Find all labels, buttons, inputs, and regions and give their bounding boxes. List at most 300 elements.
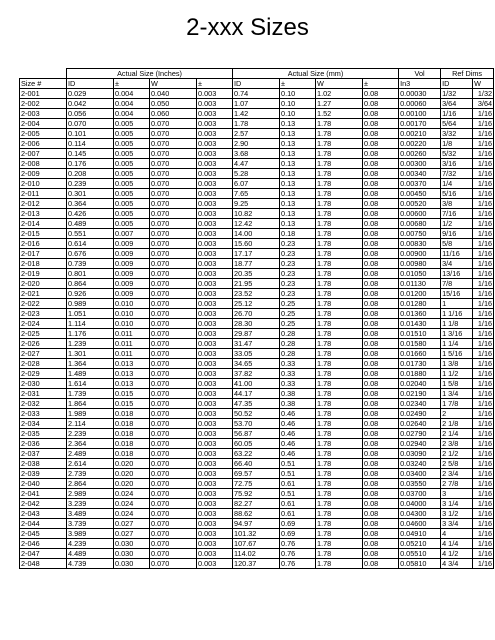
table-cell-ref-w: 1/16 (473, 509, 494, 519)
table-cell-tol-w-mm: 0.08 (363, 259, 399, 269)
table-cell-w-in: 0.060 (150, 109, 197, 119)
table-row (20, 159, 494, 169)
table-cell-ref-w: 1/16 (473, 139, 494, 149)
table-cell-id-mm: 18.77 (233, 259, 280, 269)
table-cell-size: 2-033 (20, 409, 67, 419)
table-cell-w-in: 0.070 (150, 269, 197, 279)
table-cell-id-in: 1.864 (67, 399, 114, 409)
table-cell-tol-w-mm: 0.08 (363, 149, 399, 159)
table-cell-id-in: 0.239 (67, 179, 114, 189)
table-cell-tol-w-mm: 0.08 (363, 499, 399, 509)
table-cell-id-mm: 37.82 (233, 369, 280, 379)
table-cell-tol-w-mm: 0.08 (363, 179, 399, 189)
table-cell-tol-id-mm: 0.13 (280, 119, 316, 129)
table-cell-tol-id-mm: 0.13 (280, 149, 316, 159)
table-row (20, 179, 494, 189)
table-cell-w-in: 0.070 (150, 519, 197, 529)
table-cell-w-mm: 1.78 (316, 499, 363, 509)
table-cell-tol-w-in: 0.003 (197, 149, 233, 159)
table-cell-tol-id-in: 0.010 (114, 299, 150, 309)
table-cell-size: 2-019 (20, 269, 67, 279)
table-cell-w-in: 0.070 (150, 489, 197, 499)
table-cell-tol-w-mm: 0.08 (363, 529, 399, 539)
table-cell-tol-id-mm: 0.23 (280, 249, 316, 259)
table-cell-tol-w-mm: 0.08 (363, 479, 399, 489)
table-cell-w-mm: 1.78 (316, 449, 363, 459)
table-cell-size: 2-022 (20, 299, 67, 309)
table-cell-vol-in3: 0.01360 (399, 309, 441, 319)
table-cell-tol-id-mm: 0.51 (280, 469, 316, 479)
table-cell-id-in: 3.489 (67, 509, 114, 519)
table-row (20, 559, 494, 569)
table-cell-tol-w-mm: 0.08 (363, 519, 399, 529)
table-cell-tol-id-in: 0.011 (114, 349, 150, 359)
table-cell-size: 2-008 (20, 159, 67, 169)
table-cell-w-in: 0.070 (150, 349, 197, 359)
table-cell-tol-id-mm: 0.28 (280, 349, 316, 359)
table-cell-tol-w-mm: 0.08 (363, 489, 399, 499)
table-cell-id-in: 1.301 (67, 349, 114, 359)
table-cell-size: 2-004 (20, 119, 67, 129)
table-cell-tol-w-mm: 0.08 (363, 119, 399, 129)
table-cell-id-in: 2.989 (67, 489, 114, 499)
table-row (20, 89, 494, 99)
group-header-mm: Actual Size (mm) (233, 69, 399, 79)
column-header-ref-w: W (473, 79, 494, 89)
table-cell-tol-id-mm: 0.13 (280, 179, 316, 189)
table-cell-w-mm: 1.78 (316, 159, 363, 169)
table-cell-ref-w: 1/16 (473, 449, 494, 459)
table-cell-size: 2-012 (20, 199, 67, 209)
table-cell-tol-id-mm: 0.23 (280, 279, 316, 289)
table-cell-tol-id-mm: 0.51 (280, 459, 316, 469)
table-cell-size: 2-038 (20, 459, 67, 469)
group-header-row (20, 69, 494, 79)
table-cell-tol-w-in: 0.003 (197, 119, 233, 129)
table-cell-size: 2-025 (20, 329, 67, 339)
table-cell-vol-in3: 0.01280 (399, 299, 441, 309)
table-row (20, 329, 494, 339)
table-cell-id-in: 2.489 (67, 449, 114, 459)
table-cell-w-in: 0.070 (150, 159, 197, 169)
table-cell-ref-id: 2 (441, 409, 473, 419)
table-cell-id-mm: 44.17 (233, 389, 280, 399)
table-cell-tol-w-mm: 0.08 (363, 439, 399, 449)
table-cell-w-in: 0.070 (150, 459, 197, 469)
table-cell-id-in: 3.989 (67, 529, 114, 539)
table-row (20, 419, 494, 429)
table-cell-id-in: 1.239 (67, 339, 114, 349)
table-cell-tol-w-in: 0.003 (197, 289, 233, 299)
page-title: 2-xxx Sizes (186, 14, 309, 41)
table-row (20, 429, 494, 439)
table-row (20, 509, 494, 519)
table-cell-w-mm: 1.78 (316, 429, 363, 439)
table-cell-id-in: 2.614 (67, 459, 114, 469)
table-cell-ref-w: 1/16 (473, 179, 494, 189)
table-cell-vol-in3: 0.03090 (399, 449, 441, 459)
table-cell-w-mm: 1.78 (316, 369, 363, 379)
table-cell-size: 2-041 (20, 489, 67, 499)
table-cell-vol-in3: 0.02190 (399, 389, 441, 399)
table-cell-tol-id-mm: 0.25 (280, 309, 316, 319)
table-cell-size: 2-045 (20, 529, 67, 539)
table-cell-tol-id-in: 0.018 (114, 449, 150, 459)
table-cell-w-in: 0.070 (150, 429, 197, 439)
table-cell-w-in: 0.070 (150, 169, 197, 179)
table-cell-id-in: 1.739 (67, 389, 114, 399)
table-cell-ref-id: 5/64 (441, 119, 473, 129)
table-cell-vol-in3: 0.00600 (399, 209, 441, 219)
table-cell-tol-w-mm: 0.08 (363, 429, 399, 439)
table-cell-id-in: 3.239 (67, 499, 114, 509)
table-cell-tol-id-mm: 0.46 (280, 409, 316, 419)
table-cell-w-mm: 1.78 (316, 319, 363, 329)
table-cell-w-mm: 1.78 (316, 249, 363, 259)
table-cell-tol-w-in: 0.003 (197, 219, 233, 229)
column-header-size: Size # (20, 79, 67, 89)
table-cell-id-in: 1.614 (67, 379, 114, 389)
table-cell-size: 2-048 (20, 559, 67, 569)
table-cell-tol-w-in: 0.003 (197, 129, 233, 139)
table-cell-size: 2-023 (20, 309, 67, 319)
table-cell-id-in: 4.489 (67, 549, 114, 559)
table-row (20, 209, 494, 219)
table-cell-ref-w: 1/32 (473, 89, 494, 99)
table-cell-tol-id-mm: 0.28 (280, 339, 316, 349)
table-cell-ref-id: 1/16 (441, 109, 473, 119)
table-cell-vol-in3: 0.04910 (399, 529, 441, 539)
table-cell-vol-in3: 0.00340 (399, 169, 441, 179)
table-cell-id-mm: 10.82 (233, 209, 280, 219)
column-header-ref-id: ID (441, 79, 473, 89)
table-cell-tol-id-in: 0.030 (114, 539, 150, 549)
table-cell-tol-id-mm: 0.13 (280, 159, 316, 169)
table-cell-tol-w-in: 0.003 (197, 449, 233, 459)
table-cell-tol-id-in: 0.005 (114, 209, 150, 219)
table-cell-ref-id: 2 3/4 (441, 469, 473, 479)
table-cell-id-mm: 31.47 (233, 339, 280, 349)
table-cell-tol-w-in: 0.003 (197, 369, 233, 379)
table-cell-tol-id-in: 0.005 (114, 159, 150, 169)
table-cell-tol-id-in: 0.005 (114, 199, 150, 209)
table-row (20, 539, 494, 549)
table-cell-tol-id-in: 0.013 (114, 369, 150, 379)
table-cell-vol-in3: 0.00830 (399, 239, 441, 249)
table-cell-tol-id-in: 0.020 (114, 469, 150, 479)
table-cell-ref-w: 1/16 (473, 329, 494, 339)
table-row (20, 369, 494, 379)
table-cell-vol-in3: 0.02940 (399, 439, 441, 449)
table-cell-ref-id: 3 1/2 (441, 509, 473, 519)
table-cell-ref-w: 1/16 (473, 259, 494, 269)
table-cell-ref-id: 1 (441, 299, 473, 309)
table-cell-id-in: 2.364 (67, 439, 114, 449)
table-cell-w-in: 0.070 (150, 379, 197, 389)
table-cell-ref-w: 1/16 (473, 529, 494, 539)
table-cell-tol-id-in: 0.005 (114, 169, 150, 179)
table-cell-id-mm: 66.40 (233, 459, 280, 469)
table-cell-id-mm: 12.42 (233, 219, 280, 229)
table-cell-w-in: 0.070 (150, 229, 197, 239)
table-cell-ref-id: 4 1/2 (441, 549, 473, 559)
table-cell-id-in: 2.864 (67, 479, 114, 489)
table-cell-tol-w-mm: 0.08 (363, 299, 399, 309)
table-cell-ref-id: 5/8 (441, 239, 473, 249)
table-row (20, 449, 494, 459)
table-cell-id-in: 0.801 (67, 269, 114, 279)
table-cell-ref-w: 1/16 (473, 239, 494, 249)
table-cell-vol-in3: 0.00170 (399, 119, 441, 129)
table-cell-tol-w-mm: 0.08 (363, 129, 399, 139)
table-row (20, 439, 494, 449)
column-header-vol-in3: In3 (399, 79, 441, 89)
table-cell-tol-w-in: 0.003 (197, 239, 233, 249)
table-cell-size: 2-015 (20, 229, 67, 239)
table-cell-ref-w: 1/16 (473, 409, 494, 419)
table-cell-ref-w: 1/16 (473, 369, 494, 379)
table-cell-id-mm: 94.97 (233, 519, 280, 529)
table-cell-tol-w-in: 0.003 (197, 399, 233, 409)
table-cell-size: 2-042 (20, 499, 67, 509)
table-cell-w-in: 0.070 (150, 239, 197, 249)
table-cell-tol-id-in: 0.005 (114, 179, 150, 189)
table-row (20, 319, 494, 329)
table-cell-id-mm: 114.02 (233, 549, 280, 559)
table-cell-tol-w-mm: 0.08 (363, 139, 399, 149)
table-cell-w-mm: 1.78 (316, 419, 363, 429)
table-cell-id-in: 1.989 (67, 409, 114, 419)
table-cell-w-mm: 1.78 (316, 359, 363, 369)
table-cell-tol-id-in: 0.024 (114, 509, 150, 519)
table-cell-tol-id-mm: 0.10 (280, 89, 316, 99)
table-cell-id-in: 0.676 (67, 249, 114, 259)
table-cell-id-in: 0.551 (67, 229, 114, 239)
table-cell-id-in: 0.029 (67, 89, 114, 99)
table-cell-w-mm: 1.78 (316, 279, 363, 289)
table-cell-ref-w: 1/16 (473, 459, 494, 469)
table-cell-ref-id: 2 1/4 (441, 429, 473, 439)
table-cell-tol-id-in: 0.010 (114, 319, 150, 329)
table-cell-tol-w-in: 0.003 (197, 359, 233, 369)
table-cell-tol-id-in: 0.024 (114, 499, 150, 509)
table-cell-ref-id: 7/32 (441, 169, 473, 179)
table-cell-tol-id-in: 0.015 (114, 389, 150, 399)
table-cell-tol-w-in: 0.003 (197, 199, 233, 209)
table-cell-w-in: 0.070 (150, 389, 197, 399)
table-cell-id-in: 4.239 (67, 539, 114, 549)
table-cell-w-in: 0.070 (150, 179, 197, 189)
table-cell-id-mm: 53.70 (233, 419, 280, 429)
table-cell-size: 2-011 (20, 189, 67, 199)
table-cell-ref-id: 3 3/4 (441, 519, 473, 529)
table-cell-tol-w-mm: 0.08 (363, 349, 399, 359)
table-cell-vol-in3: 0.01200 (399, 289, 441, 299)
table-row (20, 379, 494, 389)
table-row (20, 229, 494, 239)
table-cell-id-mm: 1.07 (233, 99, 280, 109)
table-row (20, 119, 494, 129)
table-cell-ref-id: 2 1/8 (441, 419, 473, 429)
table-cell-id-in: 1.051 (67, 309, 114, 319)
table-cell-tol-w-mm: 0.08 (363, 239, 399, 249)
table-cell-id-mm: 4.47 (233, 159, 280, 169)
table-cell-vol-in3: 0.01730 (399, 359, 441, 369)
table-cell-tol-w-mm: 0.08 (363, 279, 399, 289)
table-cell-tol-w-mm: 0.08 (363, 459, 399, 469)
table-cell-w-mm: 1.78 (316, 339, 363, 349)
table-cell-tol-id-in: 0.011 (114, 329, 150, 339)
table-cell-id-mm: 72.75 (233, 479, 280, 489)
table-cell-tol-w-mm: 0.08 (363, 389, 399, 399)
table-cell-vol-in3: 0.05510 (399, 549, 441, 559)
table-cell-ref-id: 2 7/8 (441, 479, 473, 489)
table-cell-w-in: 0.070 (150, 539, 197, 549)
column-header-tol-w-mm: ± (363, 79, 399, 89)
table-row (20, 169, 494, 179)
table-cell-ref-id: 9/16 (441, 229, 473, 239)
table-cell-ref-id: 1 1/2 (441, 369, 473, 379)
table-cell-tol-w-mm: 0.08 (363, 109, 399, 119)
table-cell-id-mm: 9.25 (233, 199, 280, 209)
table-cell-tol-w-mm: 0.08 (363, 509, 399, 519)
table-cell-w-in: 0.070 (150, 259, 197, 269)
table-cell-vol-in3: 0.00450 (399, 189, 441, 199)
table-cell-id-mm: 25.12 (233, 299, 280, 309)
table-cell-tol-w-mm: 0.08 (363, 209, 399, 219)
table-cell-w-in: 0.070 (150, 149, 197, 159)
table-cell-tol-w-in: 0.003 (197, 379, 233, 389)
table-cell-w-in: 0.070 (150, 129, 197, 139)
table-cell-tol-id-in: 0.004 (114, 109, 150, 119)
table-cell-w-in: 0.070 (150, 209, 197, 219)
table-cell-tol-id-mm: 0.46 (280, 439, 316, 449)
table-cell-ref-id: 11/16 (441, 249, 473, 259)
table-cell-tol-w-in: 0.003 (197, 479, 233, 489)
table-cell-w-in: 0.070 (150, 189, 197, 199)
table-cell-size: 2-035 (20, 429, 67, 439)
table-cell-w-mm: 1.78 (316, 299, 363, 309)
table-cell-tol-id-mm: 0.46 (280, 429, 316, 439)
table-cell-ref-w: 1/16 (473, 539, 494, 549)
table-cell-id-mm: 34.65 (233, 359, 280, 369)
table-cell-w-mm: 1.78 (316, 549, 363, 559)
table-cell-ref-w: 1/16 (473, 399, 494, 409)
table-cell-tol-w-mm: 0.08 (363, 559, 399, 569)
table-row (20, 469, 494, 479)
table-cell-tol-id-mm: 0.46 (280, 449, 316, 459)
table-cell-id-mm: 26.70 (233, 309, 280, 319)
table-cell-tol-w-in: 0.003 (197, 339, 233, 349)
table-cell-tol-id-in: 0.020 (114, 479, 150, 489)
table-cell-id-mm: 75.92 (233, 489, 280, 499)
table-cell-ref-id: 1/32 (441, 89, 473, 99)
table-cell-w-mm: 1.78 (316, 309, 363, 319)
table-cell-w-mm: 1.78 (316, 539, 363, 549)
table-cell-vol-in3: 0.00030 (399, 89, 441, 99)
table-cell-tol-id-mm: 0.13 (280, 129, 316, 139)
table-cell-tol-w-in: 0.003 (197, 319, 233, 329)
table-row (20, 99, 494, 109)
table-cell-tol-w-in: 0.003 (197, 309, 233, 319)
table-cell-id-in: 0.208 (67, 169, 114, 179)
table-cell-tol-w-in: 0.003 (197, 229, 233, 239)
table-cell-id-in: 3.739 (67, 519, 114, 529)
table-cell-tol-id-in: 0.020 (114, 459, 150, 469)
table-cell-w-in: 0.070 (150, 419, 197, 429)
table-cell-tol-w-in: 0.003 (197, 259, 233, 269)
table-cell-w-mm: 1.78 (316, 139, 363, 149)
table-cell-size: 2-028 (20, 359, 67, 369)
table-cell-w-in: 0.050 (150, 99, 197, 109)
table-cell-ref-id: 4 (441, 529, 473, 539)
table-row (20, 349, 494, 359)
table-cell-w-mm: 1.78 (316, 169, 363, 179)
table-cell-id-in: 0.070 (67, 119, 114, 129)
table-cell-w-in: 0.040 (150, 89, 197, 99)
table-cell-tol-w-in: 0.003 (197, 299, 233, 309)
table-cell-w-mm: 1.78 (316, 529, 363, 539)
table-cell-vol-in3: 0.01880 (399, 369, 441, 379)
table-cell-vol-in3: 0.00520 (399, 199, 441, 209)
table-cell-ref-w: 1/16 (473, 389, 494, 399)
group-header-vol: Vol (399, 69, 441, 79)
table-cell-tol-w-in: 0.003 (197, 349, 233, 359)
table-cell-tol-id-mm: 0.46 (280, 419, 316, 429)
table-cell-tol-w-mm: 0.08 (363, 329, 399, 339)
table-cell-w-mm: 1.78 (316, 519, 363, 529)
table-cell-tol-id-mm: 0.18 (280, 229, 316, 239)
table-cell-tol-w-in: 0.003 (197, 249, 233, 259)
table-cell-ref-w: 1/16 (473, 269, 494, 279)
table-cell-ref-id: 7/16 (441, 209, 473, 219)
table-cell-size: 2-024 (20, 319, 67, 329)
group-header-inches: Actual Size (Inches) (67, 69, 233, 79)
table-cell-ref-w: 1/16 (473, 229, 494, 239)
table-cell-w-mm: 1.78 (316, 389, 363, 399)
table-cell-ref-id: 1 5/16 (441, 349, 473, 359)
table-cell-tol-w-mm: 0.08 (363, 199, 399, 209)
table-cell-tol-id-in: 0.018 (114, 429, 150, 439)
table-cell-tol-id-mm: 0.28 (280, 329, 316, 339)
table-cell-size: 2-010 (20, 179, 67, 189)
table-cell-tol-id-mm: 0.76 (280, 539, 316, 549)
table-cell-ref-w: 1/16 (473, 119, 494, 129)
table-cell-vol-in3: 0.00980 (399, 259, 441, 269)
table-cell-w-mm: 1.78 (316, 269, 363, 279)
table-cell-w-in: 0.070 (150, 309, 197, 319)
table-cell-w-in: 0.070 (150, 509, 197, 519)
table-cell-id-mm: 56.87 (233, 429, 280, 439)
table-cell-id-in: 0.114 (67, 139, 114, 149)
table-cell-tol-w-in: 0.003 (197, 419, 233, 429)
table-cell-ref-w: 1/16 (473, 489, 494, 499)
table-cell-size: 2-037 (20, 449, 67, 459)
table-cell-size: 2-018 (20, 259, 67, 269)
table-row (20, 549, 494, 559)
table-cell-tol-id-in: 0.018 (114, 419, 150, 429)
table-cell-w-mm: 1.78 (316, 329, 363, 339)
table-cell-tol-id-mm: 0.69 (280, 529, 316, 539)
table-row (20, 189, 494, 199)
table-cell-tol-id-mm: 0.61 (280, 479, 316, 489)
table-cell-w-in: 0.070 (150, 449, 197, 459)
table-cell-tol-id-mm: 0.10 (280, 109, 316, 119)
table-row (20, 249, 494, 259)
table-cell-ref-w: 1/16 (473, 379, 494, 389)
table-cell-ref-w: 1/16 (473, 159, 494, 169)
table-cell-tol-w-mm: 0.08 (363, 169, 399, 179)
